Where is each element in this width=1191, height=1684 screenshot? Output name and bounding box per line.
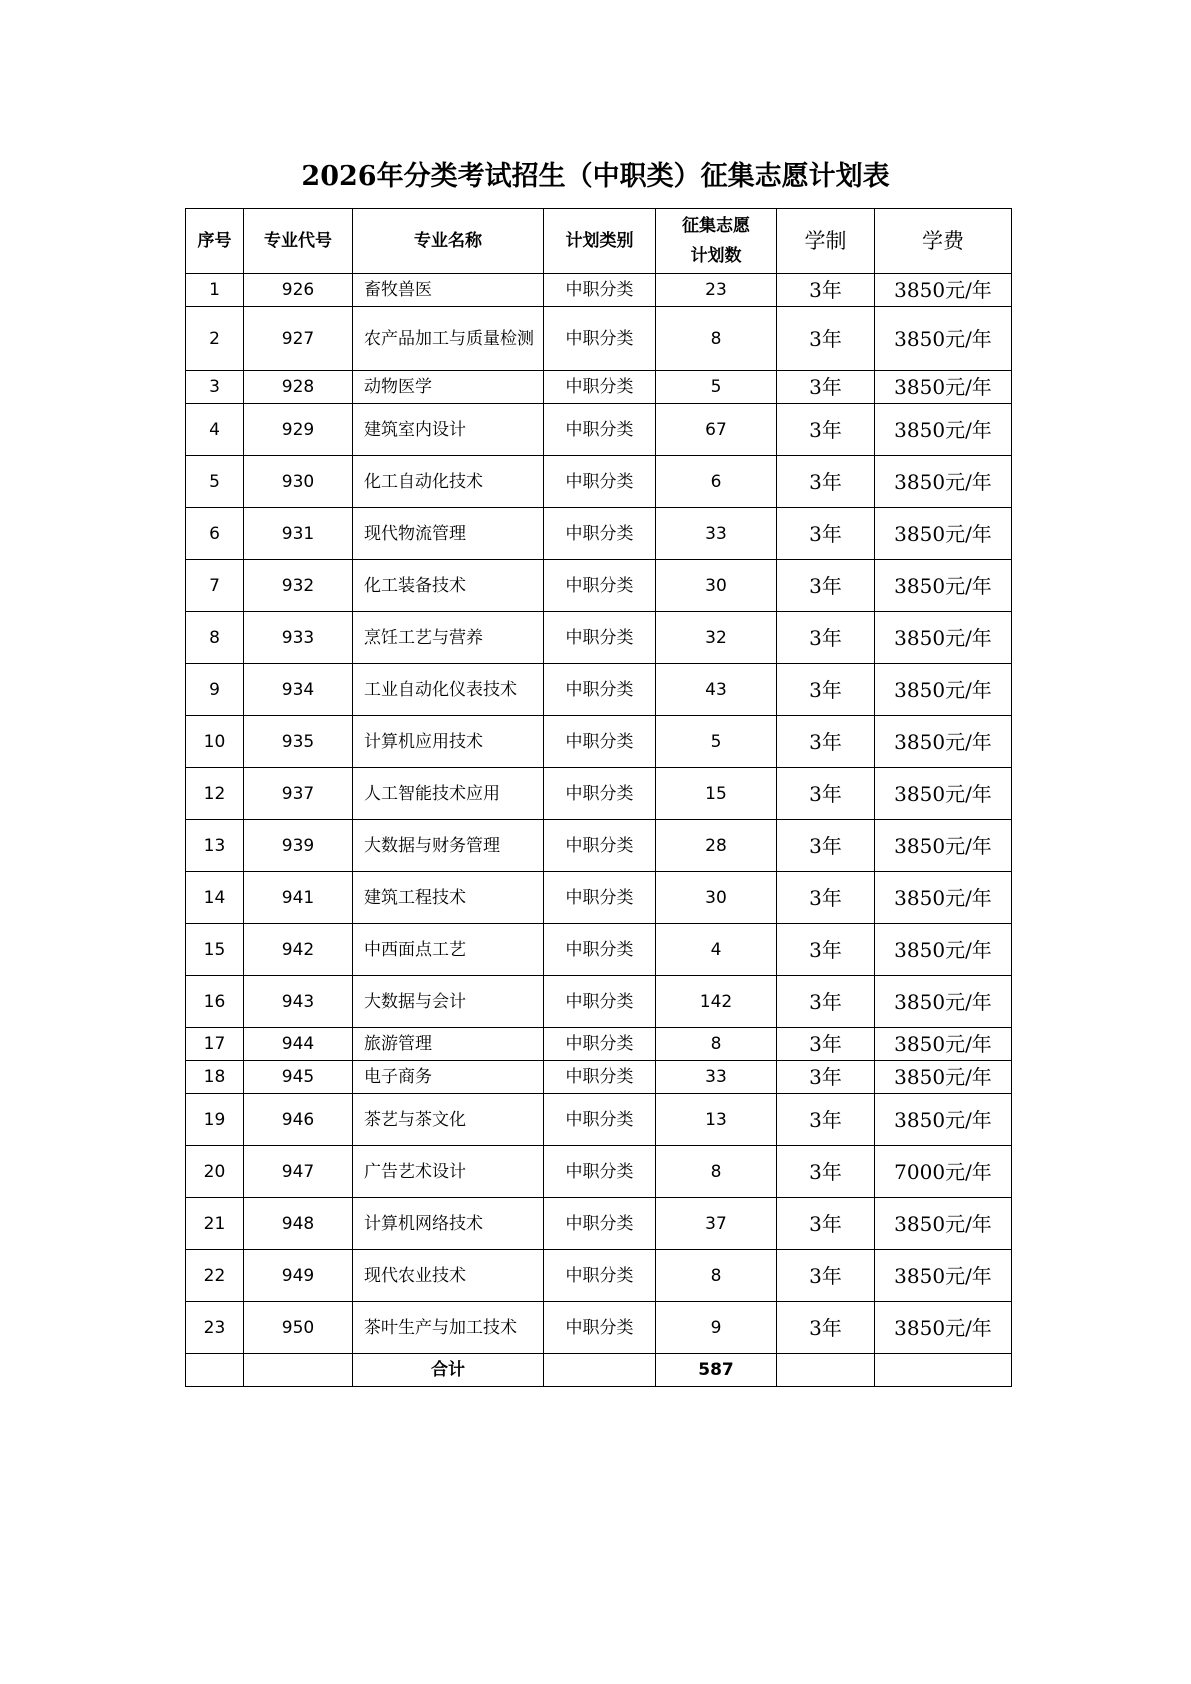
cell-type: 中职分类 [544, 820, 656, 872]
cell-duration: 3年 [777, 820, 875, 872]
table-row [186, 924, 1012, 976]
cell-code: 948 [244, 1198, 353, 1250]
cell-duration: 3年 [777, 872, 875, 924]
cell-seq: 8 [186, 612, 244, 664]
cell-fee: 3850元/年 [875, 872, 1012, 924]
cell-duration: 3年 [777, 371, 875, 404]
cell-type: 中职分类 [544, 1061, 656, 1094]
cell-duration: 3年 [777, 1198, 875, 1250]
cell-type: 中职分类 [544, 716, 656, 768]
cell-type: 中职分类 [544, 612, 656, 664]
cell-duration: 3年 [777, 768, 875, 820]
cell-count: 33 [656, 508, 777, 560]
cell-seq: 5 [186, 456, 244, 508]
cell-code: 943 [244, 976, 353, 1028]
cell-name: 动物医学 [353, 371, 544, 404]
cell-duration: 3年 [777, 976, 875, 1028]
cell-seq: 14 [186, 872, 244, 924]
cell-fee: 3850元/年 [875, 1250, 1012, 1302]
cell-count: 8 [656, 1028, 777, 1061]
cell-count: 142 [656, 976, 777, 1028]
total-label: 合计 [353, 1354, 544, 1387]
cell-name: 烹饪工艺与营养 [353, 612, 544, 664]
cell-count: 8 [656, 1146, 777, 1198]
cell-seq: 4 [186, 404, 244, 456]
cell-fee: 3850元/年 [875, 716, 1012, 768]
cell-type: 中职分类 [544, 872, 656, 924]
cell-fee: 3850元/年 [875, 1061, 1012, 1094]
cell-count: 5 [656, 716, 777, 768]
header-row [186, 209, 1012, 274]
cell-name: 建筑室内设计 [353, 404, 544, 456]
cell-code: 930 [244, 456, 353, 508]
cell-duration: 3年 [777, 716, 875, 768]
cell-type: 中职分类 [544, 560, 656, 612]
cell-fee: 3850元/年 [875, 1198, 1012, 1250]
cell-count: 8 [656, 307, 777, 371]
cell-fee: 3850元/年 [875, 1094, 1012, 1146]
cell-fee: 3850元/年 [875, 664, 1012, 716]
total-count: 587 [656, 1354, 777, 1387]
cell-duration: 3年 [777, 1028, 875, 1061]
cell-count: 15 [656, 768, 777, 820]
cell-fee: 3850元/年 [875, 612, 1012, 664]
table-row [186, 872, 1012, 924]
cell-name: 中西面点工艺 [353, 924, 544, 976]
cell-seq: 9 [186, 664, 244, 716]
cell-count: 4 [656, 924, 777, 976]
cell-name: 畜牧兽医 [353, 274, 544, 307]
table-body [186, 274, 1012, 1354]
cell-count: 67 [656, 404, 777, 456]
table-row [186, 664, 1012, 716]
cell-code: 929 [244, 404, 353, 456]
table-row [186, 404, 1012, 456]
cell-seq: 21 [186, 1198, 244, 1250]
cell-count: 43 [656, 664, 777, 716]
header-count-line1: 征集志愿 [682, 216, 750, 236]
cell-count: 30 [656, 560, 777, 612]
cell-duration: 3年 [777, 1094, 875, 1146]
cell-fee: 3850元/年 [875, 820, 1012, 872]
total-row [186, 1354, 1012, 1387]
table-row [186, 768, 1012, 820]
cell-seq: 17 [186, 1028, 244, 1061]
cell-name: 广告艺术设计 [353, 1146, 544, 1198]
cell-code: 927 [244, 307, 353, 371]
cell-name: 现代物流管理 [353, 508, 544, 560]
table-row [186, 456, 1012, 508]
cell-name: 现代农业技术 [353, 1250, 544, 1302]
cell-type: 中职分类 [544, 307, 656, 371]
cell-seq: 10 [186, 716, 244, 768]
cell-duration: 3年 [777, 1146, 875, 1198]
cell-code: 949 [244, 1250, 353, 1302]
cell-count: 32 [656, 612, 777, 664]
cell-code: 942 [244, 924, 353, 976]
table-row [186, 820, 1012, 872]
cell-code: 946 [244, 1094, 353, 1146]
cell-duration: 3年 [777, 508, 875, 560]
cell-fee: 3850元/年 [875, 508, 1012, 560]
cell-fee: 7000元/年 [875, 1146, 1012, 1198]
cell-code: 944 [244, 1028, 353, 1061]
plan-table [185, 208, 1012, 1387]
cell-name: 茶艺与茶文化 [353, 1094, 544, 1146]
cell-fee: 3850元/年 [875, 404, 1012, 456]
cell-code: 947 [244, 1146, 353, 1198]
table-row [186, 274, 1012, 307]
cell-type: 中职分类 [544, 1094, 656, 1146]
cell-fee: 3850元/年 [875, 924, 1012, 976]
table-row [186, 1028, 1012, 1061]
cell-seq: 13 [186, 820, 244, 872]
page-title: 2026年分类考试招生（中职类）征集志愿计划表 [301, 161, 890, 192]
cell-name: 化工自动化技术 [353, 456, 544, 508]
total-empty-fee [875, 1354, 1012, 1387]
cell-fee: 3850元/年 [875, 371, 1012, 404]
header-duration: 学制 [777, 209, 875, 274]
table-row [186, 1094, 1012, 1146]
cell-duration: 3年 [777, 560, 875, 612]
cell-duration: 3年 [777, 404, 875, 456]
table-row [186, 716, 1012, 768]
header-type: 计划类别 [544, 209, 656, 274]
cell-name: 大数据与财务管理 [353, 820, 544, 872]
cell-type: 中职分类 [544, 664, 656, 716]
table-row [186, 976, 1012, 1028]
cell-type: 中职分类 [544, 508, 656, 560]
table-row [186, 1302, 1012, 1354]
cell-type: 中职分类 [544, 274, 656, 307]
header-count-line2: 计划数 [690, 246, 742, 266]
cell-code: 933 [244, 612, 353, 664]
cell-count: 9 [656, 1302, 777, 1354]
cell-name: 人工智能技术应用 [353, 768, 544, 820]
cell-type: 中职分类 [544, 1146, 656, 1198]
cell-count: 8 [656, 1250, 777, 1302]
cell-code: 945 [244, 1061, 353, 1094]
cell-code: 935 [244, 716, 353, 768]
cell-type: 中职分类 [544, 1250, 656, 1302]
cell-name: 计算机应用技术 [353, 716, 544, 768]
cell-duration: 3年 [777, 274, 875, 307]
cell-code: 934 [244, 664, 353, 716]
cell-duration: 3年 [777, 307, 875, 371]
header-seq: 序号 [186, 209, 244, 274]
header-count [656, 209, 777, 274]
cell-name: 旅游管理 [353, 1028, 544, 1061]
cell-seq: 22 [186, 1250, 244, 1302]
total-empty-code [244, 1354, 353, 1387]
cell-type: 中职分类 [544, 404, 656, 456]
cell-code: 939 [244, 820, 353, 872]
cell-name: 电子商务 [353, 1061, 544, 1094]
cell-seq: 2 [186, 307, 244, 371]
cell-code: 932 [244, 560, 353, 612]
cell-code: 950 [244, 1302, 353, 1354]
total-empty-duration [777, 1354, 875, 1387]
cell-seq: 20 [186, 1146, 244, 1198]
cell-fee: 3850元/年 [875, 1302, 1012, 1354]
cell-fee: 3850元/年 [875, 768, 1012, 820]
table-row [186, 560, 1012, 612]
cell-duration: 3年 [777, 1250, 875, 1302]
table-row [186, 508, 1012, 560]
cell-count: 33 [656, 1061, 777, 1094]
cell-seq: 23 [186, 1302, 244, 1354]
cell-seq: 6 [186, 508, 244, 560]
cell-code: 937 [244, 768, 353, 820]
total-empty-type [544, 1354, 656, 1387]
cell-count: 28 [656, 820, 777, 872]
cell-seq: 3 [186, 371, 244, 404]
cell-name: 计算机网络技术 [353, 1198, 544, 1250]
cell-seq: 18 [186, 1061, 244, 1094]
cell-count: 13 [656, 1094, 777, 1146]
cell-name: 化工装备技术 [353, 560, 544, 612]
cell-type: 中职分类 [544, 976, 656, 1028]
cell-count: 5 [656, 371, 777, 404]
cell-count: 30 [656, 872, 777, 924]
table-row [186, 1061, 1012, 1094]
cell-name: 工业自动化仪表技术 [353, 664, 544, 716]
cell-code: 926 [244, 274, 353, 307]
cell-count: 37 [656, 1198, 777, 1250]
cell-seq: 1 [186, 274, 244, 307]
cell-count: 23 [656, 274, 777, 307]
cell-duration: 3年 [777, 1061, 875, 1094]
cell-seq: 12 [186, 768, 244, 820]
cell-duration: 3年 [777, 924, 875, 976]
cell-name: 大数据与会计 [353, 976, 544, 1028]
header-code: 专业代号 [244, 209, 353, 274]
cell-type: 中职分类 [544, 1302, 656, 1354]
cell-code: 931 [244, 508, 353, 560]
cell-code: 941 [244, 872, 353, 924]
header-name: 专业名称 [353, 209, 544, 274]
cell-name: 建筑工程技术 [353, 872, 544, 924]
cell-name: 茶叶生产与加工技术 [353, 1302, 544, 1354]
cell-type: 中职分类 [544, 768, 656, 820]
cell-seq: 19 [186, 1094, 244, 1146]
cell-seq: 7 [186, 560, 244, 612]
cell-type: 中职分类 [544, 1028, 656, 1061]
table-row [186, 1250, 1012, 1302]
table-row [186, 612, 1012, 664]
cell-type: 中职分类 [544, 456, 656, 508]
cell-fee: 3850元/年 [875, 307, 1012, 371]
cell-duration: 3年 [777, 456, 875, 508]
cell-type: 中职分类 [544, 371, 656, 404]
cell-count: 6 [656, 456, 777, 508]
table-row [186, 307, 1012, 371]
table-row [186, 371, 1012, 404]
cell-type: 中职分类 [544, 1198, 656, 1250]
cell-duration: 3年 [777, 612, 875, 664]
header-fee: 学费 [875, 209, 1012, 274]
cell-fee: 3850元/年 [875, 560, 1012, 612]
cell-duration: 3年 [777, 1302, 875, 1354]
table-row [186, 1146, 1012, 1198]
cell-type: 中职分类 [544, 924, 656, 976]
cell-seq: 15 [186, 924, 244, 976]
cell-duration: 3年 [777, 664, 875, 716]
cell-fee: 3850元/年 [875, 456, 1012, 508]
cell-fee: 3850元/年 [875, 976, 1012, 1028]
table-row [186, 1198, 1012, 1250]
cell-fee: 3850元/年 [875, 274, 1012, 307]
cell-name: 农产品加工与质量检测 [353, 307, 544, 371]
cell-code: 928 [244, 371, 353, 404]
cell-fee: 3850元/年 [875, 1028, 1012, 1061]
total-empty-seq [186, 1354, 244, 1387]
cell-seq: 16 [186, 976, 244, 1028]
